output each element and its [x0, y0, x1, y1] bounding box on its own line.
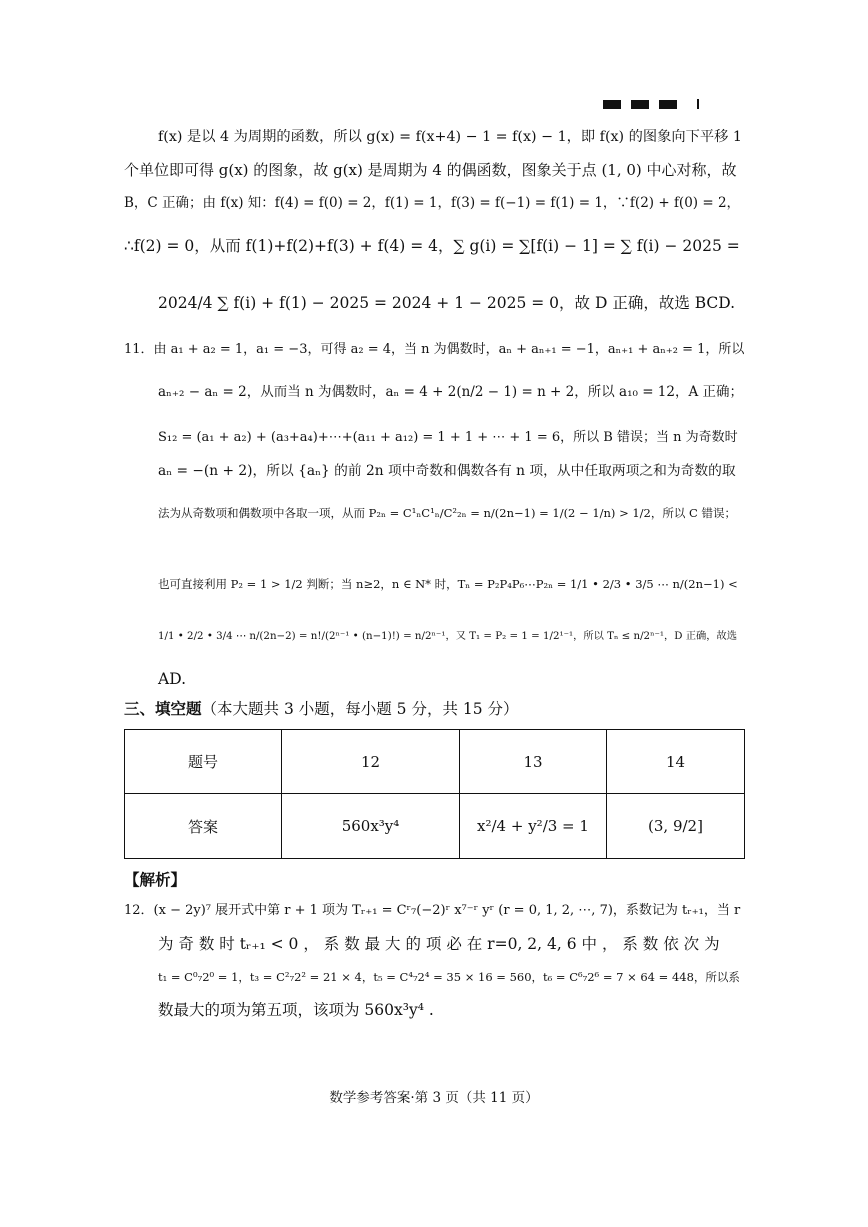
header-mark: [631, 100, 649, 109]
table-row: [125, 730, 745, 794]
section-title: 三、填空题: [124, 700, 202, 718]
table-header-cell: 答案: [125, 794, 282, 859]
body-line: AD.: [158, 670, 186, 688]
body-line: ∴f(2) = 0，从而 f(1)+f(2)+f(3) + f(4) = 4，∑ g(i) = ∑[f(i) − 1] = ∑ f(i) − 2025 =: [124, 237, 740, 255]
body-line: 11．由 a₁ + a₂ = 1，a₁ = −3，可得 a₂ = 4，当 n 为偶数时，aₙ + aₙ₊₁ = −1，aₙ₊₁ + aₙ₊₂ = 1，所以: [124, 342, 745, 357]
table-header-cell: 题号: [125, 730, 282, 794]
body-line: 2024/4 ∑ f(i) + f(1) − 2025 = 2024 + 1 − 2025 = 0，故 D 正确，故选 BCD.: [158, 294, 736, 312]
analysis-line: 为 奇 数 时 tᵣ₊₁ < 0 ， 系 数 最 大 的 项 必 在 r=0, 2, 4, 6 中 ， 系 数 依 次 为: [158, 935, 720, 953]
body-line: 1/1 • 2/2 • 3/4 ⋯ n/(2n−2) = n!/(2ⁿ⁻¹ • (n−1)!) = n/2ⁿ⁻¹，又 T₁ = P₂ = 1 = 1/2¹⁻¹，所以 Tₙ ≤ n/2ⁿ⁻¹，D 正确，故选: [158, 630, 738, 642]
body-line: f(x) 是以 4 为周期的函数，所以 g(x) = f(x+4) − 1 = f(x) − 1，即 f(x) 的图象向下平移 1: [158, 129, 742, 145]
table-cell: 13: [460, 730, 607, 794]
header-marks: [603, 99, 699, 109]
section-note: （本大题共 3 小题，每小题 5 分，共 15 分）: [201, 700, 519, 718]
section-heading: [124, 697, 519, 719]
body-line: B，C 正确；由 f(x) 知：f(4) = f(0) = 2，f(1) = 1，f(3) = f(−1) = f(1) = 1，∵f(2) + f(0) = 2，: [124, 195, 741, 211]
analysis-line: 数最大的项为第五项，该项为 560x³y⁴ .: [158, 1001, 434, 1019]
analysis-line: t₁ = C⁰₇2⁰ = 1，t₃ = C²₇2² = 21 × 4，t₅ = C⁴₇2⁴ = 35 × 16 = 560，t₆ = C⁶₇2⁶ = 7 × 64 = 448，所以系: [158, 970, 740, 984]
table-cell: 12: [282, 730, 460, 794]
body-line: 法为从奇数项和偶数项中各取一项，从而 P₂ₙ = C¹ₙC¹ₙ/C²₂ₙ = n/(2n−1) = 1/(2 − 1/n) > 1/2，所以 C 错误；: [158, 506, 736, 520]
table-cell: 560x³y⁴: [282, 794, 460, 859]
body-line: aₙ₊₂ − aₙ = 2，从而当 n 为偶数时，aₙ = 4 + 2(n/2 − 1) = n + 2，所以 a₁₀ = 12，A 正确；: [158, 384, 744, 400]
table-cell: (3, 9/2]: [607, 794, 745, 859]
analysis-label: 【解析】: [124, 871, 187, 889]
answer-table: [124, 729, 745, 859]
table-cell: x²/4 + y²/3 = 1: [460, 794, 607, 859]
body-line: 也可直接利用 P₂ = 1 > 1/2 判断；当 n≥2，n ∈ N* 时，Tₙ = P₂P₄P₆⋯P₂ₙ = 1/1 • 2/3 • 3/5 ⋯ n/(2n−1) <: [158, 577, 738, 591]
analysis-line: 12．(x − 2y)⁷ 展开式中第 r + 1 项为 Tᵣ₊₁ = Cʳ₇(−2)ʳ x⁷⁻ʳ yʳ (r = 0, 1, 2, ⋯, 7)，系数记为 tᵣ₊₁，当 r: [124, 903, 741, 918]
header-mark: [659, 100, 677, 109]
table-cell: 14: [607, 730, 745, 794]
body-line: aₙ = −(n + 2)，所以 {aₙ} 的前 2n 项中奇数和偶数各有 n 项，从中任取两项之和为奇数的取: [158, 463, 736, 479]
header-tick: [697, 99, 699, 109]
body-line: S₁₂ = (a₁ + a₂) + (a₃+a₄)+⋯+(a₁₁ + a₁₂) = 1 + 1 + ⋯ + 1 = 6，所以 B 错误；当 n 为奇数时: [158, 430, 738, 445]
header-mark: [603, 100, 621, 109]
table-row: [125, 794, 745, 859]
page-footer: 数学参考答案·第 3 页（共 11 页）: [329, 1090, 539, 1106]
body-line: 个单位即可得 g(x) 的图象，故 g(x) 是周期为 4 的偶函数，图象关于点 (1, 0) 中心对称，故: [124, 161, 737, 179]
